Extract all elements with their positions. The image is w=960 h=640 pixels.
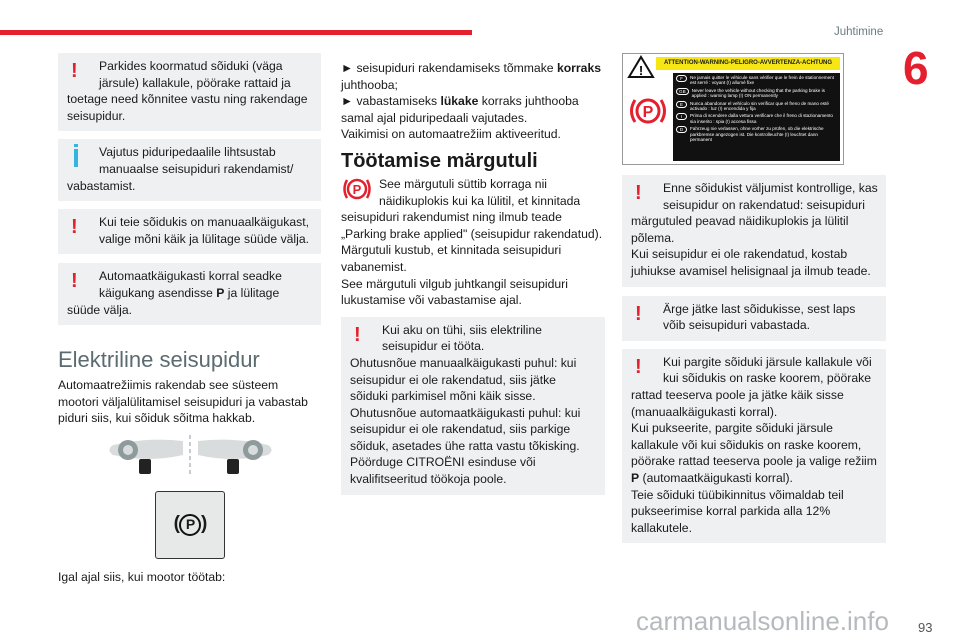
chapter-number: 6	[903, 42, 929, 94]
parking-brake-switch	[155, 491, 225, 559]
warning-note: ! Automaatkäigukasti korral seadke käigukang asendisse P ja lülitage süüde välja.	[58, 263, 321, 325]
warning-icon: !	[71, 60, 78, 82]
parking-brake-red-icon	[627, 96, 669, 126]
info-icon	[67, 144, 89, 172]
svg-text:P: P	[642, 104, 654, 121]
warning-icon: !	[71, 216, 78, 239]
steering-layout-illustration	[108, 433, 273, 478]
chapter-color-bar	[0, 30, 472, 35]
watermark: carmanualsonline.info	[636, 606, 889, 636]
paragraph: Igal ajal siis, kui mootor töötab:	[58, 569, 226, 584]
paragraph: Automaatrežiimis rakendab see süsteem mootori väljalülitamisel seisupiduri ja vabastab piduri siis, kui sõiduk sõitma hakkab.	[58, 378, 308, 426]
warning-triangle-icon	[627, 55, 655, 79]
info-note: Vajutus piduripedaalile lihtsustab manuaalse seisupiduri rakendamist/ vabastamist.	[58, 139, 321, 201]
warning-icon: !	[354, 323, 361, 346]
warning-note: ! Ärge jätke last sõidukisse, sest laps võib seisupiduri vabastada.	[622, 296, 886, 341]
parking-brake-warning-lamp-icon	[341, 176, 373, 202]
svg-text:P: P	[352, 181, 362, 197]
warning-icon: !	[635, 182, 642, 204]
svg-text:!: !	[638, 63, 644, 78]
parking-brake-warning-label: ! ATTENTION-WARNING-PELIGRO-AVVERTENZA-ACHTUNG P F Ne jamais quitter le véhicule sans vérifier que le frein de stationnement est serré : voyant (!) allumé fixe GB Never leave the vehicle without checking that the parking brake is applied : warning lamp (!) ON permanently E Nunca abandonar el vehículo sin verificar que el freno de mano esté activado : luz (!) encendida y fija I Prima di scendere dalla vettura verificare che il freno di stazionamento sia inserito : spia (!) accesa fissa D Fahrzeug nie verlassen, ohne vorher zu prüfen, ob die elektrische parkbremse angezogen ist. Die kontrolleuchte (!) leuchtet dann permanent	[622, 53, 844, 165]
middle-column	[341, 60, 605, 495]
section-heading: Töötamise märgutuli	[341, 149, 538, 172]
warning-icon: !	[71, 270, 78, 293]
warning-note: ! Enne sõidukist väljumist kontrollige, kas seisupidur on rakendatud: seisupiduri märgutuled peavad näidikuplokis ja lülitil põlema. Kui seisupidur ei ole rakendatud, kostab juhiukse avamisel helisignaal ja ilmub teade.	[622, 175, 886, 287]
section-title: Juhtimine	[834, 26, 884, 38]
warning-note: ! Kui aku on tühi, siis elektriline seisupidur ei tööta. Ohutusnõue manuaalkäigukasti puhul: kui seisupidur ei ole rakendatud, siis jätke sõiduki parkimisel mõni käik sisse. Ohutusnõue automaatkäigukasti puhul: kui seisupidur ei ole rakendatud, siis parkige sõiduk, asetades ühe ratta vastu tõkisking. Pöörduge CITROËNI esinduse või kvalifitseeritud töökoja poole.	[341, 317, 605, 495]
right-column	[622, 53, 886, 543]
warning-note: ! Parkides koormatud sõiduki (väga järsule) kallakule, pöörake rattaid ja toetage need kõnnitee vastu ning rakendage seisupidur.	[58, 53, 321, 131]
section-heading: Elektriline seisupidur	[58, 347, 260, 373]
page-number: 93	[918, 620, 933, 635]
warning-icon: !	[635, 302, 642, 325]
lamp-description: P See märgutuli süttib korraga nii näidikuplokis kui ka lülitil, et kinnitada seisupiduri rakendumist ning ilmub teade „Parking brake applied" (seisupidur rakendatud). Märgutuli kustub, et kinnitada seisupiduri vabanemist. See märgutuli vilgub juhtkangil seisupiduri lukustamise või vabastamise ajal.	[341, 176, 603, 308]
instructions: ► seisupiduri rakendamiseks tõmmake korraks juhthooba; ► vabastamiseks lükake korraks juhthooba samal ajal piduripedaali vajutades. Vaikimisi on automaatrežiim aktiveeritud.	[341, 61, 601, 142]
warning-note: ! Kui teie sõidukis on manuaalkäigukast, valige mõni käik ja lülitage süüde välja.	[58, 209, 321, 254]
warning-note: ! Kui pargite sõiduki järsule kallakule või kui sõidukis on raske koorem, pöörake rattad teeserva poole ja jätke käik sisse (manuaalkäigukasti korral). Kui pukseerite, pargite sõiduki järsule kallakule või kui sõidukis on raske koorem, pöörake rattad teeserva poole ja valige režiim P (automaatkäigukasti korral). Teie sõiduki tüübikinnitus võimaldab teil pukseerimise korral parkida alla 12% kallakutele.	[622, 349, 886, 544]
parking-brake-icon: ( P )	[173, 512, 207, 534]
left-column	[58, 53, 321, 586]
warning-icon: !	[635, 355, 642, 378]
multilingual-text: F Ne jamais quitter le véhicule sans vérifier que le frein de stationnement est serré : voyant (!) allumé fixe GB Never leave the vehicle without checking that the parking brake is applied : warning lamp (!) ON permanently E Nunca abandonar el vehículo sin verificar que el freno de mano esté activado : luz (!) encendida y fija I Prima di scendere dalla vettura verificare che il freno di stazionamento sia inserito : spia (!) accesa fissa D Fahrzeug nie verlassen, ohne vorher zu prüfen, ob die elektrische parkbremse angezogen ist. Die kontrolleuchte (!) leuchtet dann permanent	[673, 73, 840, 161]
